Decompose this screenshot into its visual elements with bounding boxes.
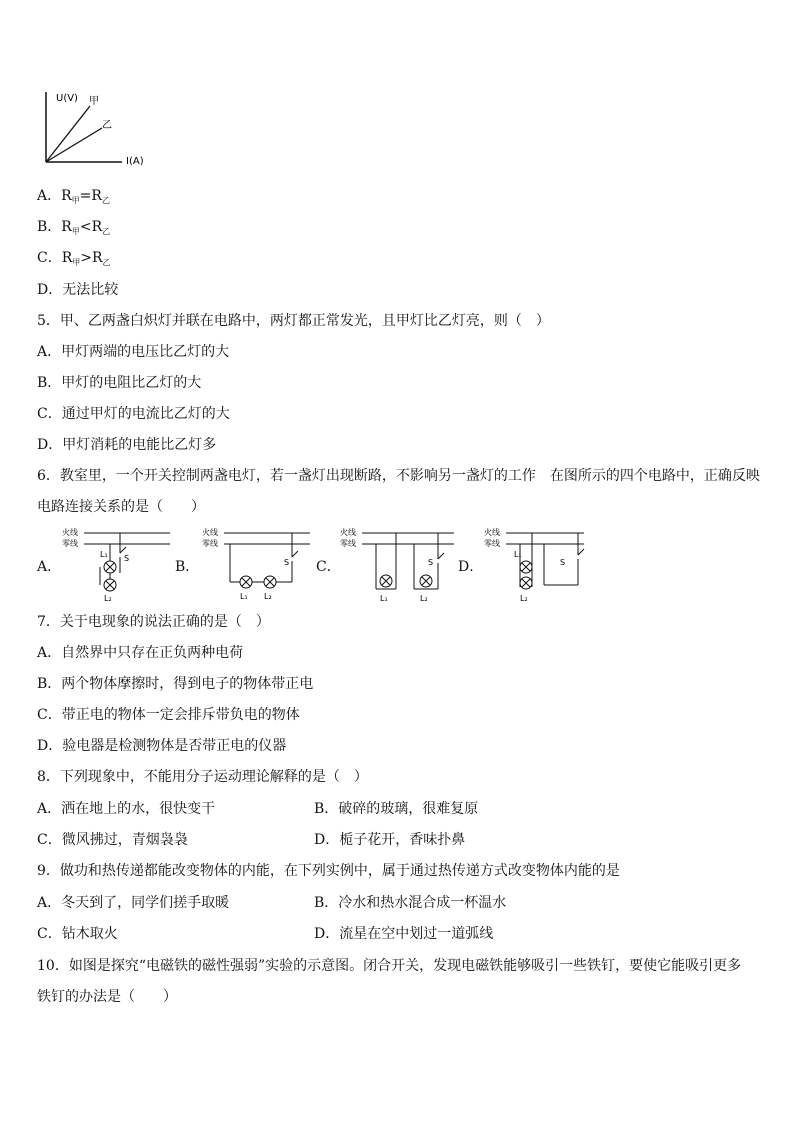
q4-option-b: B．$R_甲<R_乙$ bbox=[37, 219, 111, 236]
q6-label-d: D． bbox=[458, 559, 484, 575]
x-axis-label: I(A) bbox=[126, 156, 144, 167]
q4-option-d: D．无法比较 bbox=[37, 282, 119, 298]
svg-text:L₂: L₂ bbox=[520, 594, 528, 603]
q7-stem: 7．关于电现象的说法正确的是（ ） bbox=[37, 614, 270, 630]
circuit-a-diagram bbox=[60, 525, 172, 603]
q5-option-b: B．甲灯的电阻比乙灯的大 bbox=[37, 375, 202, 391]
svg-text:火线: 火线 bbox=[202, 528, 218, 537]
q9-stem: 9．做功和热传递都能改变物体的内能，在下列实例中，属于通过热传递方式改变物体内能的是 bbox=[37, 863, 620, 879]
svg-text:S: S bbox=[284, 558, 290, 567]
q9-option-a: A．冬天到了，同学们搓手取暖 bbox=[37, 895, 230, 911]
svg-text:火线: 火线 bbox=[484, 528, 500, 537]
svg-text:L₁: L₁ bbox=[514, 550, 522, 559]
q9-option-d: D．流星在空中划过一道弧线 bbox=[314, 926, 494, 942]
q4-option-a: A．$R_甲=R_乙$ bbox=[37, 188, 110, 205]
svg-text:L₁: L₁ bbox=[240, 592, 248, 601]
q8-option-c: C．微风拂过，青烟袅袅 bbox=[37, 832, 188, 848]
q6-stem-line1: 6．教室里，一个开关控制两盏电灯，若一盏灯出现断路，不影响另一盏灯的工作 在图所示的四个电路中，正确反映 bbox=[37, 468, 760, 484]
svg-text:L₂: L₂ bbox=[264, 592, 272, 601]
svg-text:L₁: L₁ bbox=[380, 594, 388, 603]
q6-label-a: A． bbox=[37, 559, 62, 575]
q9-option-c: C．钻木取火 bbox=[37, 926, 118, 942]
q8-option-b: B．破碎的玻璃，很难复原 bbox=[314, 801, 479, 817]
u-i-graph bbox=[36, 86, 156, 168]
svg-text:火线: 火线 bbox=[340, 528, 356, 537]
svg-text:L₂: L₂ bbox=[420, 594, 428, 603]
q8-option-a: A．洒在地上的水，很快变干 bbox=[37, 801, 216, 817]
q7-option-c: C．带正电的物体一定会排斥带负电的物体 bbox=[37, 707, 300, 723]
q6-stem-line2: 电路连接关系的是（ ） bbox=[37, 499, 205, 515]
q9-option-b: B．冷水和热水混合成一杯温水 bbox=[314, 895, 507, 911]
q10-stem-line1: 10．如图是探究“电磁铁的磁性强弱”实验的示意图。闭合开关，发现电磁铁能够吸引一些铁钉，要使它能吸引更多 bbox=[37, 958, 742, 974]
svg-text:L₂: L₂ bbox=[104, 594, 112, 603]
q8-stem: 8．下列现象中，不能用分子运动理论解释的是（ ） bbox=[37, 769, 368, 785]
q4-option-c: C．$R_甲>R_乙$ bbox=[37, 250, 111, 267]
q5-option-c: C．通过甲灯的电流比乙灯的大 bbox=[37, 406, 230, 422]
q6-label-c: C． bbox=[316, 559, 341, 575]
q7-option-d: D．验电器是检测物体是否带正电的仪器 bbox=[37, 738, 287, 754]
svg-text:S: S bbox=[428, 558, 434, 567]
q7-option-a: A．自然界中只存在正负两种电荷 bbox=[37, 645, 244, 661]
q8-option-d: D．栀子花开，香味扑鼻 bbox=[314, 832, 466, 848]
q5-stem: 5．甲、乙两盏白炽灯并联在电路中，两灯都正常发光，且甲灯比乙灯亮，则（ ） bbox=[37, 313, 550, 329]
circuit-d-diagram bbox=[482, 525, 586, 603]
svg-text:火线: 火线 bbox=[62, 528, 78, 537]
circuit-c-diagram bbox=[338, 525, 456, 603]
svg-text:零线: 零线 bbox=[62, 539, 78, 548]
svg-text:零线: 零线 bbox=[484, 539, 500, 548]
line-yi-label: 乙 bbox=[102, 120, 112, 131]
q10-stem-line2: 铁钉的办法是（ ） bbox=[37, 989, 177, 1005]
svg-text:零线: 零线 bbox=[202, 539, 218, 548]
circuit-b-diagram bbox=[200, 525, 312, 603]
svg-text:S: S bbox=[124, 554, 130, 563]
q5-option-a: A．甲灯两端的电压比乙灯的大 bbox=[37, 344, 230, 360]
y-axis-label: U(V) bbox=[56, 93, 78, 104]
q5-option-d: D．甲灯消耗的电能比乙灯多 bbox=[37, 437, 217, 453]
svg-text:L₁: L₁ bbox=[100, 550, 108, 559]
line-jia-label: 甲 bbox=[89, 96, 99, 107]
q6-label-b: B． bbox=[175, 559, 200, 575]
svg-text:零线: 零线 bbox=[340, 539, 356, 548]
q7-option-b: B．两个物体摩擦时，得到电子的物体带正电 bbox=[37, 676, 314, 692]
svg-text:S: S bbox=[560, 558, 566, 567]
